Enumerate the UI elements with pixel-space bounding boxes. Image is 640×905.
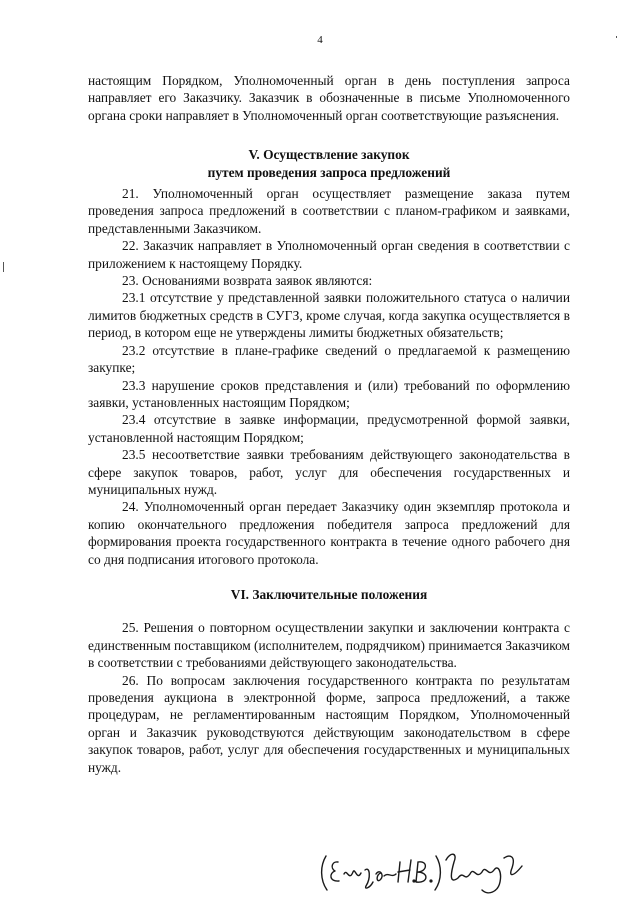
paragraph-21: 21. Уполномоченный орган осуществляет размещение заказа путем проведения запроса предложений в соответствии с планом-графиком и заявками, представленными Заказчиком. <box>88 186 570 236</box>
paragraph-23-2: 23.2 отсутствие в плане-графике сведений о предлагаемой к размещению закупке; <box>88 342 570 376</box>
section-6-heading: VI. Заключительные положения <box>230 586 428 602</box>
paragraph-23-1: 23.1 отсутствие у представленной заявки положительного статуса о наличии лимитов бюджетных средств в СУГЗ, кроме случая, когда закупка осуществляется в период, в котором еще не утверждены лимиты бюджетных обязательств; <box>88 290 570 341</box>
paragraph-25: 25. Решения о повторном осуществлении закупки и заключении контракта с единственным поставщиком (исполнителем, подрядчиком) принимается Заказчиком в соответствии с требованиями действующего законодательства. <box>88 620 570 671</box>
paragraph-23-5: 23.5 несоответствие заявки требованиям действующего законодательства в сфере закупок товаров, работ, услуг для обеспечения государственных и муниципальных нужд. <box>88 447 570 497</box>
paragraph-26: 26. По вопросам заключения государственного контракта по результатам проведения аукциона в электронной форме, запроса предложений, а также процедурам, не регламентированным настоящим Порядком, Уполномоченный орган и Заказчик руководствуются действующим законодательством в сфере закупок товаров, работ, услуг для обеспечения государственных и муниципальных нужд. <box>88 672 570 775</box>
intro-paragraph: настоящим Порядком, Уполномоченный орган в день поступления запроса направляет его Заказчику. Заказчик в обозначенные в письме Уполномоченного органа сроки направляет в Уполномоченный орган соответствующие разъяснения. <box>88 73 570 123</box>
section-5-title-line-2: путем проведения запроса предложений <box>207 164 451 180</box>
section-5-heading <box>88 146 570 181</box>
page-number: 4 <box>317 34 323 46</box>
handwritten-signature <box>318 848 530 900</box>
paragraph-23-4: 23.4 отсутствие в заявке информации, предусмотренной формой заявки, установленной настоящим Порядком; <box>88 412 570 445</box>
paragraph-22: 22. Заказчик направляет в Уполномоченный орган сведения в соответствии с приложением к настоящему Порядку. <box>88 238 570 271</box>
signature-text: (Елизова Н.В.) <box>319 895 338 899</box>
margin-mark <box>616 36 617 38</box>
margin-mark <box>3 262 4 272</box>
paragraph-24: 24. Уполномоченный орган передает Заказчику один экземпляр протокола и копию окончательного предложения победителя запроса предложений для формирования проекта государственного контракта в течение одного рабочего дня со дня подписания итогового протокола. <box>88 499 570 567</box>
section-5-title-line-1: V. Осуществление закупок <box>248 147 410 163</box>
document-body <box>88 72 570 776</box>
paragraph-23: 23. Основаниями возврата заявок являются: <box>122 273 373 289</box>
paragraph-23-3: 23.3 нарушение сроков представления и (или) требований по оформлению заявки, установленных настоящим Порядком; <box>88 377 570 410</box>
